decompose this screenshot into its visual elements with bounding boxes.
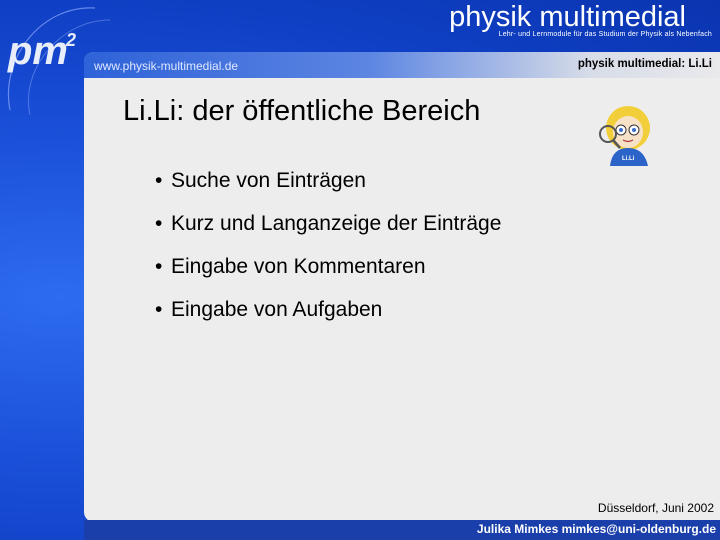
brand-subtitle: Lehr- und Lernmodule für das Studium der Physik als Nebenfach [498,31,712,38]
bullet-item: • Kurz und Langanzeige der Einträge [155,212,502,235]
bullet-item: • Eingabe von Kommentaren [155,255,426,278]
bullet-text: Eingabe von Kommentaren [171,255,426,278]
website-url[interactable]: www.physik-multimedial.de [94,59,239,73]
author-line: Julika Mimkes mimkes@uni-oldenburg.de [476,522,716,536]
bullet-item: • Suche von Einträgen [155,169,366,192]
place-date: Düsseldorf, Juni 2002 [597,501,714,515]
section-label: physik multimedial: Li.Li [577,58,712,70]
lili-mascot-icon [598,100,662,166]
bullet-text: Eingabe von Aufgaben [171,298,383,321]
brand-title: physik multimedial [449,1,686,33]
mascot-label: Li.Li [622,156,635,162]
bullet-list [155,168,501,340]
slide-title: Li.Li: der öffentliche Bereich [123,95,481,127]
pm2-logo [6,26,86,76]
bullet-item: • Eingabe von Aufgaben [155,298,383,321]
logo-superscript: 2 [66,30,77,50]
logo-text: pm [8,29,68,73]
bullet-text: Suche von Einträgen [171,169,366,192]
bullet-text: Kurz und Langanzeige der Einträge [171,212,502,235]
